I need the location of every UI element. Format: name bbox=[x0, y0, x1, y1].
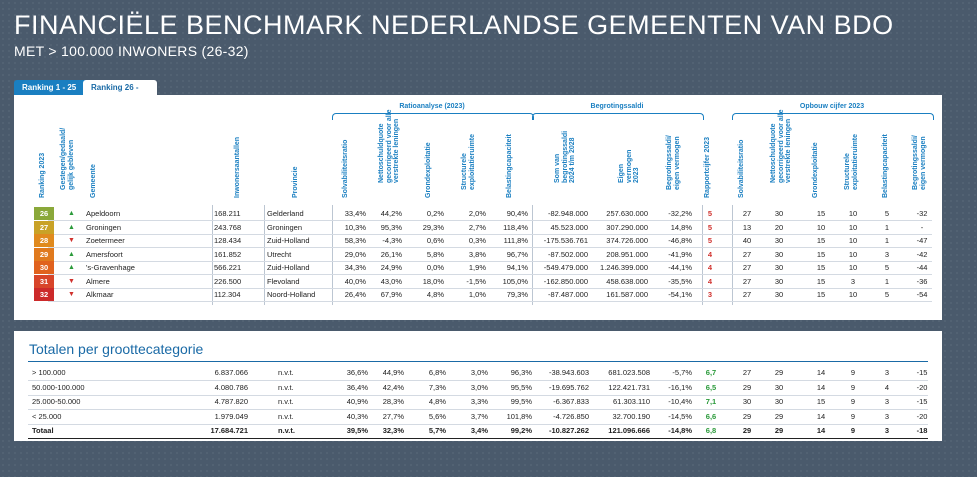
cell-eigen: 458.638.000 bbox=[606, 276, 648, 286]
cell-o6: -44 bbox=[916, 263, 928, 272]
cell-o4: 10 bbox=[848, 222, 858, 232]
totals-cell-o6: -15 bbox=[916, 368, 928, 377]
cell-netto: -4,3% bbox=[382, 236, 402, 245]
cell-grond: 4,8% bbox=[426, 290, 444, 299]
cell-o6: -32 bbox=[916, 209, 928, 218]
cell-o5: 1 bbox=[884, 236, 890, 245]
cell-som: -87.502.000 bbox=[547, 249, 588, 259]
totals-cell-eigen: 681.023.508 bbox=[608, 368, 650, 377]
cell-rapport: 4 bbox=[707, 276, 713, 286]
cell-netto: 44,2% bbox=[380, 209, 402, 218]
header-o-begr: Begrotingssaldi/ eigen vermogen bbox=[912, 135, 927, 190]
totals-cell-solv: 40,9% bbox=[346, 397, 368, 406]
cell-solv: 58,3% bbox=[344, 236, 366, 245]
cell-o1: 27 bbox=[742, 276, 752, 286]
totals-cell-o2: 30 bbox=[774, 382, 784, 392]
cell-o1: 13 bbox=[742, 222, 752, 232]
cell-o2: 30 bbox=[774, 209, 784, 218]
trend-up-icon: ▲ bbox=[68, 223, 75, 231]
totals-cell-som: -10.827.262 bbox=[548, 426, 589, 435]
totals-cell-eigen: 61.303.110 bbox=[613, 397, 650, 406]
cell-o1: 40 bbox=[742, 236, 752, 245]
cell-gemeente: Zoetermeer bbox=[86, 236, 125, 245]
rank-badge: 31 bbox=[34, 275, 54, 288]
group-brace-opbouw bbox=[732, 113, 934, 120]
totals-cell-o1: 29 bbox=[742, 411, 752, 421]
header-netto: Nettoschuldquote gecorrigeerd voor alle verstrekte leningen bbox=[378, 108, 400, 183]
cell-solv: 40,0% bbox=[344, 276, 366, 286]
cell-netto: 24,9% bbox=[380, 263, 402, 272]
totals-title: Totalen per groottecategorie bbox=[29, 341, 204, 357]
cell-struct: 3,8% bbox=[468, 249, 486, 259]
cell-belast: 111,8% bbox=[503, 236, 528, 245]
totals-cell-struct: 3,0% bbox=[470, 382, 488, 392]
totals-cell-o1: 29 bbox=[742, 382, 752, 392]
header-eigen: Eigen vermogen 2023 bbox=[618, 149, 640, 183]
row-divider bbox=[48, 301, 932, 302]
totals-cell-rapport: 6,6 bbox=[705, 411, 717, 421]
totals-cell-o6: -18 bbox=[916, 426, 928, 435]
totals-cell-o2: 30 bbox=[774, 397, 784, 406]
cell-o2: 30 bbox=[774, 236, 784, 245]
cell-som: -549.479.000 bbox=[543, 263, 588, 272]
cell-provincie: Utrecht bbox=[267, 249, 292, 259]
totals-cell-o5: 3 bbox=[884, 397, 890, 406]
cell-o2: 30 bbox=[774, 249, 784, 259]
totals-cell-o6: -20 bbox=[916, 382, 928, 392]
totals-cell-netto: 32,3% bbox=[382, 426, 404, 435]
cell-o5: 5 bbox=[884, 290, 890, 299]
cell-rapport: 5 bbox=[707, 236, 713, 245]
cell-o6: -42 bbox=[916, 249, 928, 259]
cell-struct: 1,0% bbox=[468, 290, 486, 299]
cell-o1: 27 bbox=[742, 209, 752, 218]
totals-cell-inwoners: 4.787.820 bbox=[214, 397, 248, 406]
totals-cell-cat: Totaal bbox=[32, 426, 54, 435]
cell-eigen: 161.587.000 bbox=[606, 290, 648, 299]
cell-netto: 67,9% bbox=[380, 290, 402, 299]
cell-gemeente: Groningen bbox=[86, 222, 122, 232]
cell-inwoners: 112.304 bbox=[214, 290, 241, 299]
totals-cell-belast: 99,2% bbox=[510, 426, 532, 435]
group-brace-ratio bbox=[332, 113, 534, 120]
cell-grond: 5,8% bbox=[426, 249, 444, 259]
totals-cell-o5: 3 bbox=[884, 368, 890, 377]
cell-o3: 15 bbox=[816, 290, 826, 299]
totals-cell-cat: 50.000-100.000 bbox=[32, 382, 85, 392]
totals-cell-grond: 7,3% bbox=[428, 382, 446, 392]
rank-badge: 28 bbox=[34, 234, 54, 247]
totals-cell-prov: n.v.t. bbox=[278, 382, 294, 392]
cell-struct: 2,7% bbox=[468, 222, 486, 232]
cell-begr-eigen: -46,8% bbox=[668, 236, 692, 245]
totals-cell-prov: n.v.t. bbox=[278, 397, 294, 406]
cell-grond: 18,0% bbox=[422, 276, 444, 286]
totals-cell-o5: 3 bbox=[884, 426, 890, 435]
cell-rapport: 4 bbox=[707, 263, 713, 272]
cell-inwoners: 243.768 bbox=[214, 222, 242, 232]
totals-cell-netto: 27,7% bbox=[382, 411, 404, 421]
totals-cell-o4: 9 bbox=[850, 397, 856, 406]
cell-struct: 0,3% bbox=[468, 236, 486, 245]
cell-belast: 105,0% bbox=[502, 276, 528, 286]
cell-provincie: Groningen bbox=[267, 222, 303, 232]
totals-cell-eigen: 32.700.190 bbox=[612, 411, 650, 421]
totals-cell-prov: n.v.t. bbox=[278, 411, 294, 421]
totals-cell-netto: 28,3% bbox=[382, 397, 404, 406]
totals-cell-inwoners: 4.080.786 bbox=[214, 382, 248, 392]
header-grond: Grondexploitatie bbox=[425, 141, 432, 198]
cell-provincie: Noord-Holland bbox=[267, 290, 316, 299]
totals-cell-solv: 40,3% bbox=[346, 411, 368, 421]
cell-begr-eigen: -41,9% bbox=[668, 249, 692, 259]
totals-row bbox=[28, 395, 928, 410]
header-ranking: Ranking 2023 bbox=[39, 152, 46, 198]
cell-o1: 27 bbox=[742, 249, 752, 259]
table-row bbox=[14, 234, 942, 247]
totals-cell-cat: > 100.000 bbox=[32, 368, 66, 377]
totals-cell-o1: 29 bbox=[742, 426, 752, 435]
header-som: Som van begrotingssaldi 2024 t/m 2028 bbox=[554, 130, 576, 183]
totals-cell-begr: -14,8% bbox=[668, 426, 692, 435]
cell-o5: 5 bbox=[884, 263, 890, 272]
cell-eigen: 1.246.399.000 bbox=[600, 263, 648, 272]
header-solv: Solvabiliteitsratio bbox=[342, 139, 349, 198]
cell-netto: 26,1% bbox=[380, 249, 402, 259]
cell-o4: 10 bbox=[848, 209, 858, 218]
cell-grond: 0,6% bbox=[426, 236, 444, 245]
totals-cell-solv: 39,5% bbox=[346, 426, 368, 435]
cell-belast: 96,7% bbox=[506, 249, 528, 259]
cell-o2: 30 bbox=[774, 263, 784, 272]
cell-o2: 30 bbox=[774, 290, 784, 299]
header-gemeente: Gemeente bbox=[90, 163, 97, 198]
cell-o3: 15 bbox=[816, 263, 826, 272]
totals-cell-struct: 3,7% bbox=[470, 411, 488, 421]
table-row bbox=[14, 207, 942, 220]
totals-cell-som: -19.695.762 bbox=[548, 382, 589, 392]
trend-down-icon: ▼ bbox=[68, 277, 75, 285]
trend-up-icon: ▲ bbox=[68, 264, 75, 271]
totals-cell-inwoners: 6.837.066 bbox=[214, 368, 248, 377]
totals-cell-o6: -15 bbox=[916, 397, 928, 406]
header-belast: Belastingcapaciteit bbox=[506, 133, 513, 198]
totals-cell-som: -4.726.850 bbox=[553, 411, 589, 421]
cell-grond: 29,3% bbox=[422, 222, 444, 232]
table-row bbox=[14, 261, 942, 274]
rank-badge: 32 bbox=[34, 288, 54, 301]
totals-cell-o2: 29 bbox=[774, 426, 784, 435]
header-begr-eigen: Begrotingssaldi/ eigen vermogen bbox=[666, 135, 681, 190]
cell-begr-eigen: -44,1% bbox=[668, 263, 692, 272]
rank-badge: 26 bbox=[34, 207, 54, 220]
totals-cell-o4: 9 bbox=[850, 426, 856, 435]
cell-struct: -1,5% bbox=[466, 276, 486, 286]
totals-cell-belast: 101,8% bbox=[506, 411, 532, 421]
cell-o1: 27 bbox=[742, 290, 752, 299]
cell-provincie: Zuid-Holland bbox=[267, 236, 310, 245]
totals-cell-inwoners: 17.684.721 bbox=[210, 426, 248, 435]
totals-cell-eigen: 121.096.666 bbox=[608, 426, 650, 435]
cell-struct: 1,9% bbox=[468, 263, 486, 272]
trend-up-icon: ▲ bbox=[68, 210, 75, 217]
cell-rapport: 5 bbox=[707, 222, 713, 232]
totals-divider bbox=[28, 361, 928, 362]
totals-row bbox=[28, 424, 928, 439]
cell-rapport: 4 bbox=[707, 249, 713, 259]
totals-cell-begr: -16,1% bbox=[668, 382, 692, 392]
cell-som: -82.948.000 bbox=[547, 209, 588, 218]
cell-belast: 90,4% bbox=[506, 209, 528, 218]
totals-cell-solv: 36,4% bbox=[346, 382, 368, 392]
cell-o2: 20 bbox=[774, 222, 784, 232]
totals-panel bbox=[14, 331, 942, 441]
cell-som: -175.536.761 bbox=[543, 236, 588, 245]
cell-begr-eigen: -32,2% bbox=[668, 209, 692, 218]
cell-solv: 26,4% bbox=[344, 290, 366, 299]
cell-o6: -47 bbox=[916, 236, 928, 245]
totals-cell-belast: 96,3% bbox=[510, 368, 532, 377]
totals-row bbox=[28, 410, 928, 425]
cell-belast: 79,3% bbox=[506, 290, 528, 299]
cell-begr-eigen: -54,1% bbox=[668, 290, 692, 299]
table-row bbox=[14, 288, 942, 301]
totals-cell-o4: 9 bbox=[850, 382, 856, 392]
header-o-belast: Belastingcapaciteit bbox=[882, 133, 889, 198]
cell-belast: 94,1% bbox=[506, 263, 528, 272]
totals-cell-inwoners: 1.979.049 bbox=[214, 411, 248, 421]
cell-o5: 1 bbox=[884, 222, 890, 232]
cell-som: -87.487.000 bbox=[547, 290, 588, 299]
page-subtitle: MET > 100.000 INWONERS (26-32) bbox=[14, 43, 249, 59]
cell-o6: -36 bbox=[916, 276, 928, 286]
header-gesteg: Gestegen/gedaald/ gelijk gebleven bbox=[60, 127, 75, 190]
trend-up-icon: ▲ bbox=[68, 250, 75, 258]
totals-cell-o1: 30 bbox=[742, 397, 752, 406]
cell-o5: 5 bbox=[884, 209, 890, 218]
group-brace-begroting bbox=[532, 113, 704, 120]
cell-solv: 10,3% bbox=[344, 222, 366, 232]
totals-cell-netto: 42,4% bbox=[382, 382, 404, 392]
cell-solv: 33,4% bbox=[344, 209, 366, 218]
group-opbouw: Opbouw cijfer 2023 bbox=[799, 103, 865, 110]
totals-cell-o3: 14 bbox=[816, 411, 826, 421]
cell-provincie: Zuid-Holland bbox=[267, 263, 310, 272]
cell-grond: 0,0% bbox=[426, 263, 444, 272]
rank-badge: 29 bbox=[34, 248, 54, 261]
totals-cell-o3: 15 bbox=[816, 397, 826, 406]
trend-down-icon: ▼ bbox=[68, 291, 75, 298]
totals-cell-begr: -5,7% bbox=[672, 368, 692, 377]
totals-cell-prov: n.v.t. bbox=[278, 426, 295, 435]
table-row bbox=[14, 248, 942, 261]
totals-cell-o6: -20 bbox=[916, 411, 928, 421]
group-ratioanalyse: Ratioanalyse (2023) bbox=[399, 103, 465, 110]
cell-eigen: 307.290.000 bbox=[606, 222, 648, 232]
cell-o6: - bbox=[920, 222, 924, 232]
totals-cell-o2: 29 bbox=[774, 411, 784, 421]
cell-netto: 95,3% bbox=[380, 222, 402, 232]
totals-cell-belast: 95,5% bbox=[510, 382, 532, 392]
totals-cell-begr: -14,5% bbox=[668, 411, 692, 421]
cell-o3: 15 bbox=[816, 236, 826, 245]
cell-o3: 15 bbox=[816, 249, 826, 259]
totals-cell-cat: < 25.000 bbox=[32, 411, 62, 421]
cell-som: 45.523.000 bbox=[550, 222, 588, 232]
cell-eigen: 374.726.000 bbox=[606, 236, 648, 245]
tab-ranking-1-25[interactable]: Ranking 1 - 25 bbox=[14, 80, 88, 95]
totals-cell-struct: 3,4% bbox=[470, 426, 488, 435]
table-row bbox=[14, 221, 942, 234]
totals-cell-o3: 14 bbox=[816, 368, 826, 377]
cell-begr-eigen: -35,5% bbox=[668, 276, 692, 286]
column-headers bbox=[14, 108, 942, 205]
totals-cell-grond: 6,8% bbox=[428, 368, 446, 377]
totals-cell-struct: 3,0% bbox=[470, 368, 488, 377]
cell-rapport: 5 bbox=[707, 209, 713, 218]
cell-rapport: 3 bbox=[707, 290, 713, 299]
header-provincie: Provincie bbox=[292, 165, 299, 198]
cell-o4: 10 bbox=[848, 249, 858, 259]
totals-cell-eigen: 122.421.731 bbox=[608, 382, 650, 392]
cell-inwoners: 161.852 bbox=[214, 249, 242, 259]
cell-gemeente: Alkmaar bbox=[86, 290, 114, 299]
totals-cell-belast: 99,5% bbox=[510, 397, 532, 406]
cell-struct: 2,0% bbox=[468, 209, 486, 218]
totals-cell-o3: 14 bbox=[816, 382, 826, 392]
totals-cell-rapport: 6,8 bbox=[705, 426, 717, 435]
totals-cell-grond: 4,8% bbox=[428, 397, 446, 406]
totals-cell-rapport: 6,7 bbox=[705, 368, 717, 377]
cell-inwoners: 128.434 bbox=[214, 236, 242, 245]
tab-ranking-26-32[interactable]: Ranking 26 - bbox=[83, 80, 157, 95]
totals-row bbox=[28, 381, 928, 396]
header-struct: Structurele exploitatieruimte bbox=[461, 133, 476, 190]
cell-o4: 10 bbox=[848, 236, 858, 245]
cell-belast: 118,4% bbox=[503, 222, 528, 232]
cell-som: -162.850.000 bbox=[543, 276, 588, 286]
cell-gemeente: Apeldoorn bbox=[86, 209, 121, 218]
cell-o2: 30 bbox=[774, 276, 784, 286]
totals-cell-o4: 9 bbox=[850, 368, 856, 377]
totals-cell-o2: 29 bbox=[774, 368, 784, 377]
cell-o1: 27 bbox=[742, 263, 752, 272]
trend-down-icon: ▼ bbox=[68, 237, 75, 244]
cell-eigen: 257.630.000 bbox=[606, 209, 648, 218]
rank-badge: 30 bbox=[34, 261, 54, 274]
totals-cell-cat: 25.000-50.000 bbox=[32, 397, 81, 406]
totals-row bbox=[28, 366, 928, 381]
totals-cell-o5: 3 bbox=[884, 411, 890, 421]
totals-cell-netto: 44,9% bbox=[382, 368, 404, 377]
header-o-grond: Grondexploitatie bbox=[812, 141, 819, 198]
cell-begr-eigen: 14,8% bbox=[670, 222, 692, 232]
cell-provincie: Gelderland bbox=[267, 209, 304, 218]
totals-cell-o3: 14 bbox=[816, 426, 826, 435]
rank-badge: 27 bbox=[34, 221, 54, 234]
cell-eigen: 208.951.000 bbox=[606, 249, 648, 259]
cell-inwoners: 566.221 bbox=[214, 263, 242, 272]
cell-o4: 10 bbox=[848, 290, 858, 299]
cell-o5: 3 bbox=[884, 249, 890, 259]
cell-gemeente: Amersfoort bbox=[86, 249, 123, 259]
header-o-netto: Nettoschuldquote gecorrigeerd voor alle verstrekte leningen bbox=[770, 108, 792, 183]
cell-netto: 43,0% bbox=[380, 276, 402, 286]
cell-o5: 1 bbox=[884, 276, 890, 286]
cell-inwoners: 226.500 bbox=[214, 276, 242, 286]
cell-o3: 15 bbox=[816, 209, 826, 218]
totals-cell-rapport: 7,1 bbox=[705, 397, 717, 406]
totals-cell-som: -38.943.603 bbox=[548, 368, 589, 377]
totals-cell-o1: 27 bbox=[742, 368, 752, 377]
header-inwoners: Inwonersaantallen bbox=[234, 136, 241, 198]
cell-o4: 10 bbox=[848, 263, 858, 272]
cell-gemeente: Almere bbox=[86, 276, 110, 286]
totals-cell-prov: n.v.t. bbox=[278, 368, 294, 377]
table-row bbox=[14, 275, 942, 288]
totals-cell-rapport: 6,5 bbox=[705, 382, 717, 392]
header-rapport: Rapportcijfer 2023 bbox=[704, 136, 711, 198]
totals-cell-o4: 9 bbox=[850, 411, 856, 421]
totals-cell-grond: 5,6% bbox=[428, 411, 446, 421]
cell-o3: 15 bbox=[816, 276, 826, 286]
totals-cell-begr: -10,4% bbox=[668, 397, 692, 406]
cell-gemeente: 's-Gravenhage bbox=[86, 263, 135, 272]
cell-inwoners: 168.211 bbox=[214, 209, 241, 218]
page-title: FINANCIËLE BENCHMARK NEDERLANDSE GEMEENTEN VAN BDO bbox=[14, 10, 894, 40]
totals-cell-grond: 5,7% bbox=[428, 426, 446, 435]
totals-cell-solv: 36,6% bbox=[346, 368, 368, 377]
group-begrotingssaldi: Begrotingssaldi bbox=[590, 103, 644, 110]
cell-o3: 10 bbox=[816, 222, 826, 232]
totals-cell-o5: 4 bbox=[884, 382, 890, 392]
cell-o4: 3 bbox=[850, 276, 856, 286]
totals-cell-struct: 3,3% bbox=[470, 397, 488, 406]
header-o-solv: Solvabiliteitsratio bbox=[738, 139, 745, 198]
ranking-table-panel bbox=[14, 95, 942, 320]
cell-grond: 0,2% bbox=[426, 209, 444, 218]
header-o-struct: Structurele exploitatieruimte bbox=[844, 133, 859, 190]
totals-cell-som: -6.367.833 bbox=[553, 397, 589, 406]
cell-solv: 29,0% bbox=[344, 249, 366, 259]
cell-solv: 34,3% bbox=[344, 263, 366, 272]
cell-o6: -54 bbox=[916, 290, 928, 299]
cell-provincie: Flevoland bbox=[267, 276, 300, 286]
